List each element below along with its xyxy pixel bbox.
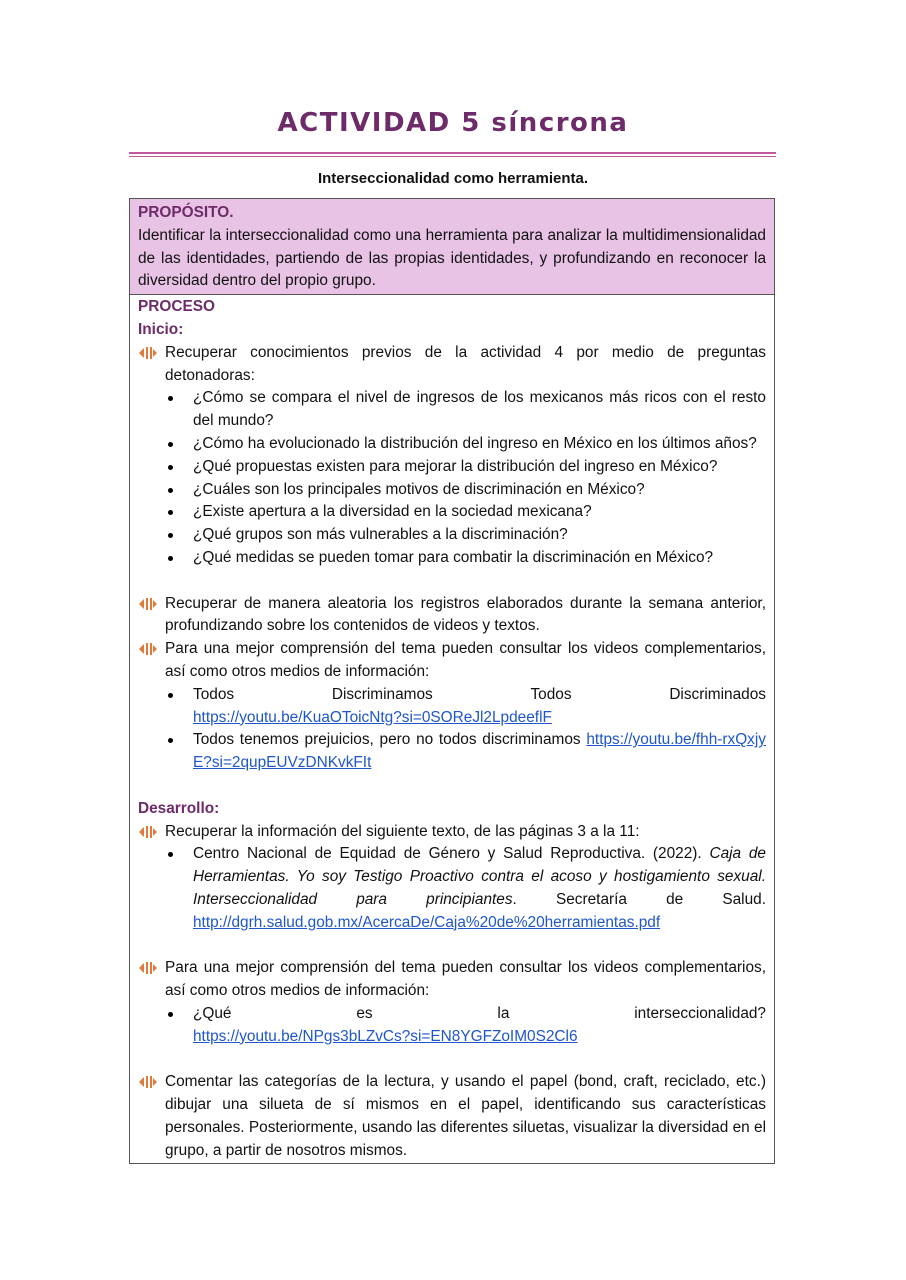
inicio-item-3-text: Para una mejor comprensión del tema pueden consultar los videos complementarios, así como otros medios de información:	[165, 640, 766, 680]
inicio-item-1	[138, 342, 766, 388]
reference-link[interactable]: http://dgrh.salud.gob.mx/AcercaDe/Caja%20de%20herramientas.pdf	[193, 913, 661, 931]
video-3-word: es	[356, 1004, 373, 1022]
page-subtitle: Interseccionalidad como herramienta.	[317, 170, 589, 187]
video-1-word: Discriminados	[669, 685, 766, 703]
list-item	[193, 729, 766, 775]
book-arrow-icon	[138, 1075, 158, 1089]
list-item: ¿Cuáles son los principales motivos de discriminación en México?	[193, 479, 766, 502]
inicio-item-1-text: Recuperar conocimientos previos de la actividad 4 por medio de preguntas detonadoras:	[165, 343, 766, 384]
spacer	[138, 570, 766, 593]
list-item: ¿Qué propuestas existen para mejorar la distribución del ingreso en México?	[193, 456, 766, 479]
list-item: ¿Qué grupos son más vulnerables a la discriminación?	[193, 524, 766, 547]
video-3-word: ¿Qué	[193, 1004, 232, 1022]
book-arrow-icon	[138, 642, 158, 656]
list-item: ¿Existe apertura a la diversidad en la sociedad mexicana?	[193, 501, 766, 524]
book-arrow-icon	[138, 346, 158, 360]
book-arrow-icon	[138, 961, 158, 975]
page-title: ACTIVIDAD 5 síncrona	[277, 108, 629, 138]
video-list	[138, 684, 766, 775]
question-list	[138, 387, 766, 569]
list-item: ¿Cómo ha evolucionado la distribución del ingreso en México en los últimos años?	[193, 433, 766, 456]
proposito-text: Identificar la interseccionalidad como una herramienta para analizar la multidimensionalidad de las identidades, partiendo de las propias identidades, y profundizando en reconocer la diversidad dentro del propio grupo.	[138, 226, 766, 290]
spacer	[138, 935, 766, 958]
desarrollo-item-3	[138, 1071, 766, 1162]
list-item: ¿Cómo se compara el nivel de ingresos de los mexicanos más ricos con el resto del mundo?	[193, 387, 766, 433]
desarrollo-heading: Desarrollo:	[138, 799, 220, 817]
spacer	[138, 775, 766, 798]
video-1-link[interactable]: https://youtu.be/KuaOToicNtg?si=0SOReJl2LpdeeflF	[193, 708, 552, 726]
list-item	[193, 1003, 766, 1049]
video-3-word: la	[497, 1004, 510, 1022]
list-item	[193, 684, 766, 730]
video-3-word: interseccionalidad?	[634, 1004, 766, 1022]
proposito-section	[130, 199, 774, 295]
reference-author: Centro Nacional de Equidad de Género y Salud Reproductiva. (2022).	[193, 845, 710, 863]
spacer	[138, 1048, 766, 1071]
reference-publisher: . Secretaría de Salud.	[512, 890, 766, 908]
inicio-heading: Inicio:	[138, 320, 184, 338]
video-2-title: Todos tenemos prejuicios, pero no todos discriminamos	[193, 731, 587, 749]
desarrollo-item-1	[138, 821, 766, 844]
proposito-heading: PROPÓSITO.	[138, 204, 234, 221]
inicio-item-3	[138, 638, 766, 684]
reference-list	[138, 843, 766, 934]
video-1-word: Todos	[193, 685, 235, 703]
list-item	[193, 843, 766, 934]
proceso-section	[130, 295, 774, 1163]
book-arrow-icon	[138, 597, 158, 611]
inicio-item-2-text: Recuperar de manera aleatoria los registros elaborados durante la semana anterior, profundizando sobre los contenidos de videos y textos.	[165, 594, 766, 635]
book-arrow-icon	[138, 825, 158, 839]
video-2-link[interactable]: https://youtu.be/fhh-rxQxjyE?si=2qupEUVzDNKvkFIt	[193, 731, 766, 772]
activity-table	[129, 198, 775, 1164]
proceso-heading: PROCESO	[138, 298, 215, 316]
desarrollo-item-2-text: Para una mejor comprensión del tema pueden consultar los videos complementarios, así como otros medios de información:	[165, 959, 766, 1000]
desarrollo-item-3-text: Comentar las categorías de la lectura, y usando el papel (bond, craft, reciclado, etc.) dibujar una silueta de sí mismos en el papel, identificando sus características personales. Posteriormente, usando las diferentes siluetas, visualizar la diversidad en el grupo, a partir de nosotros mismos.	[165, 1073, 766, 1159]
video-1-word: Discriminamos	[331, 685, 433, 703]
video-1-word: Todos	[530, 685, 572, 703]
video-list	[138, 1003, 766, 1049]
list-item: ¿Qué medidas se pueden tomar para combatir la discriminación en México?	[193, 547, 766, 570]
video-1-title	[193, 684, 766, 707]
video-3-link[interactable]: https://youtu.be/NPgs3bLZvCs?si=EN8YGFZoIM0S2Cl6	[193, 1027, 578, 1045]
title-divider	[129, 152, 776, 157]
desarrollo-item-1-text: Recuperar la información del siguiente texto, de las páginas 3 a la 11:	[165, 822, 640, 840]
video-3-title	[193, 1003, 766, 1026]
reference-title: Caja de Herramientas. Yo soy Testigo Proactivo contra el acoso y hostigamiento sexual. Interseccionalidad para principiantes	[193, 845, 766, 908]
desarrollo-item-2	[138, 957, 766, 1003]
inicio-item-2	[138, 593, 766, 639]
